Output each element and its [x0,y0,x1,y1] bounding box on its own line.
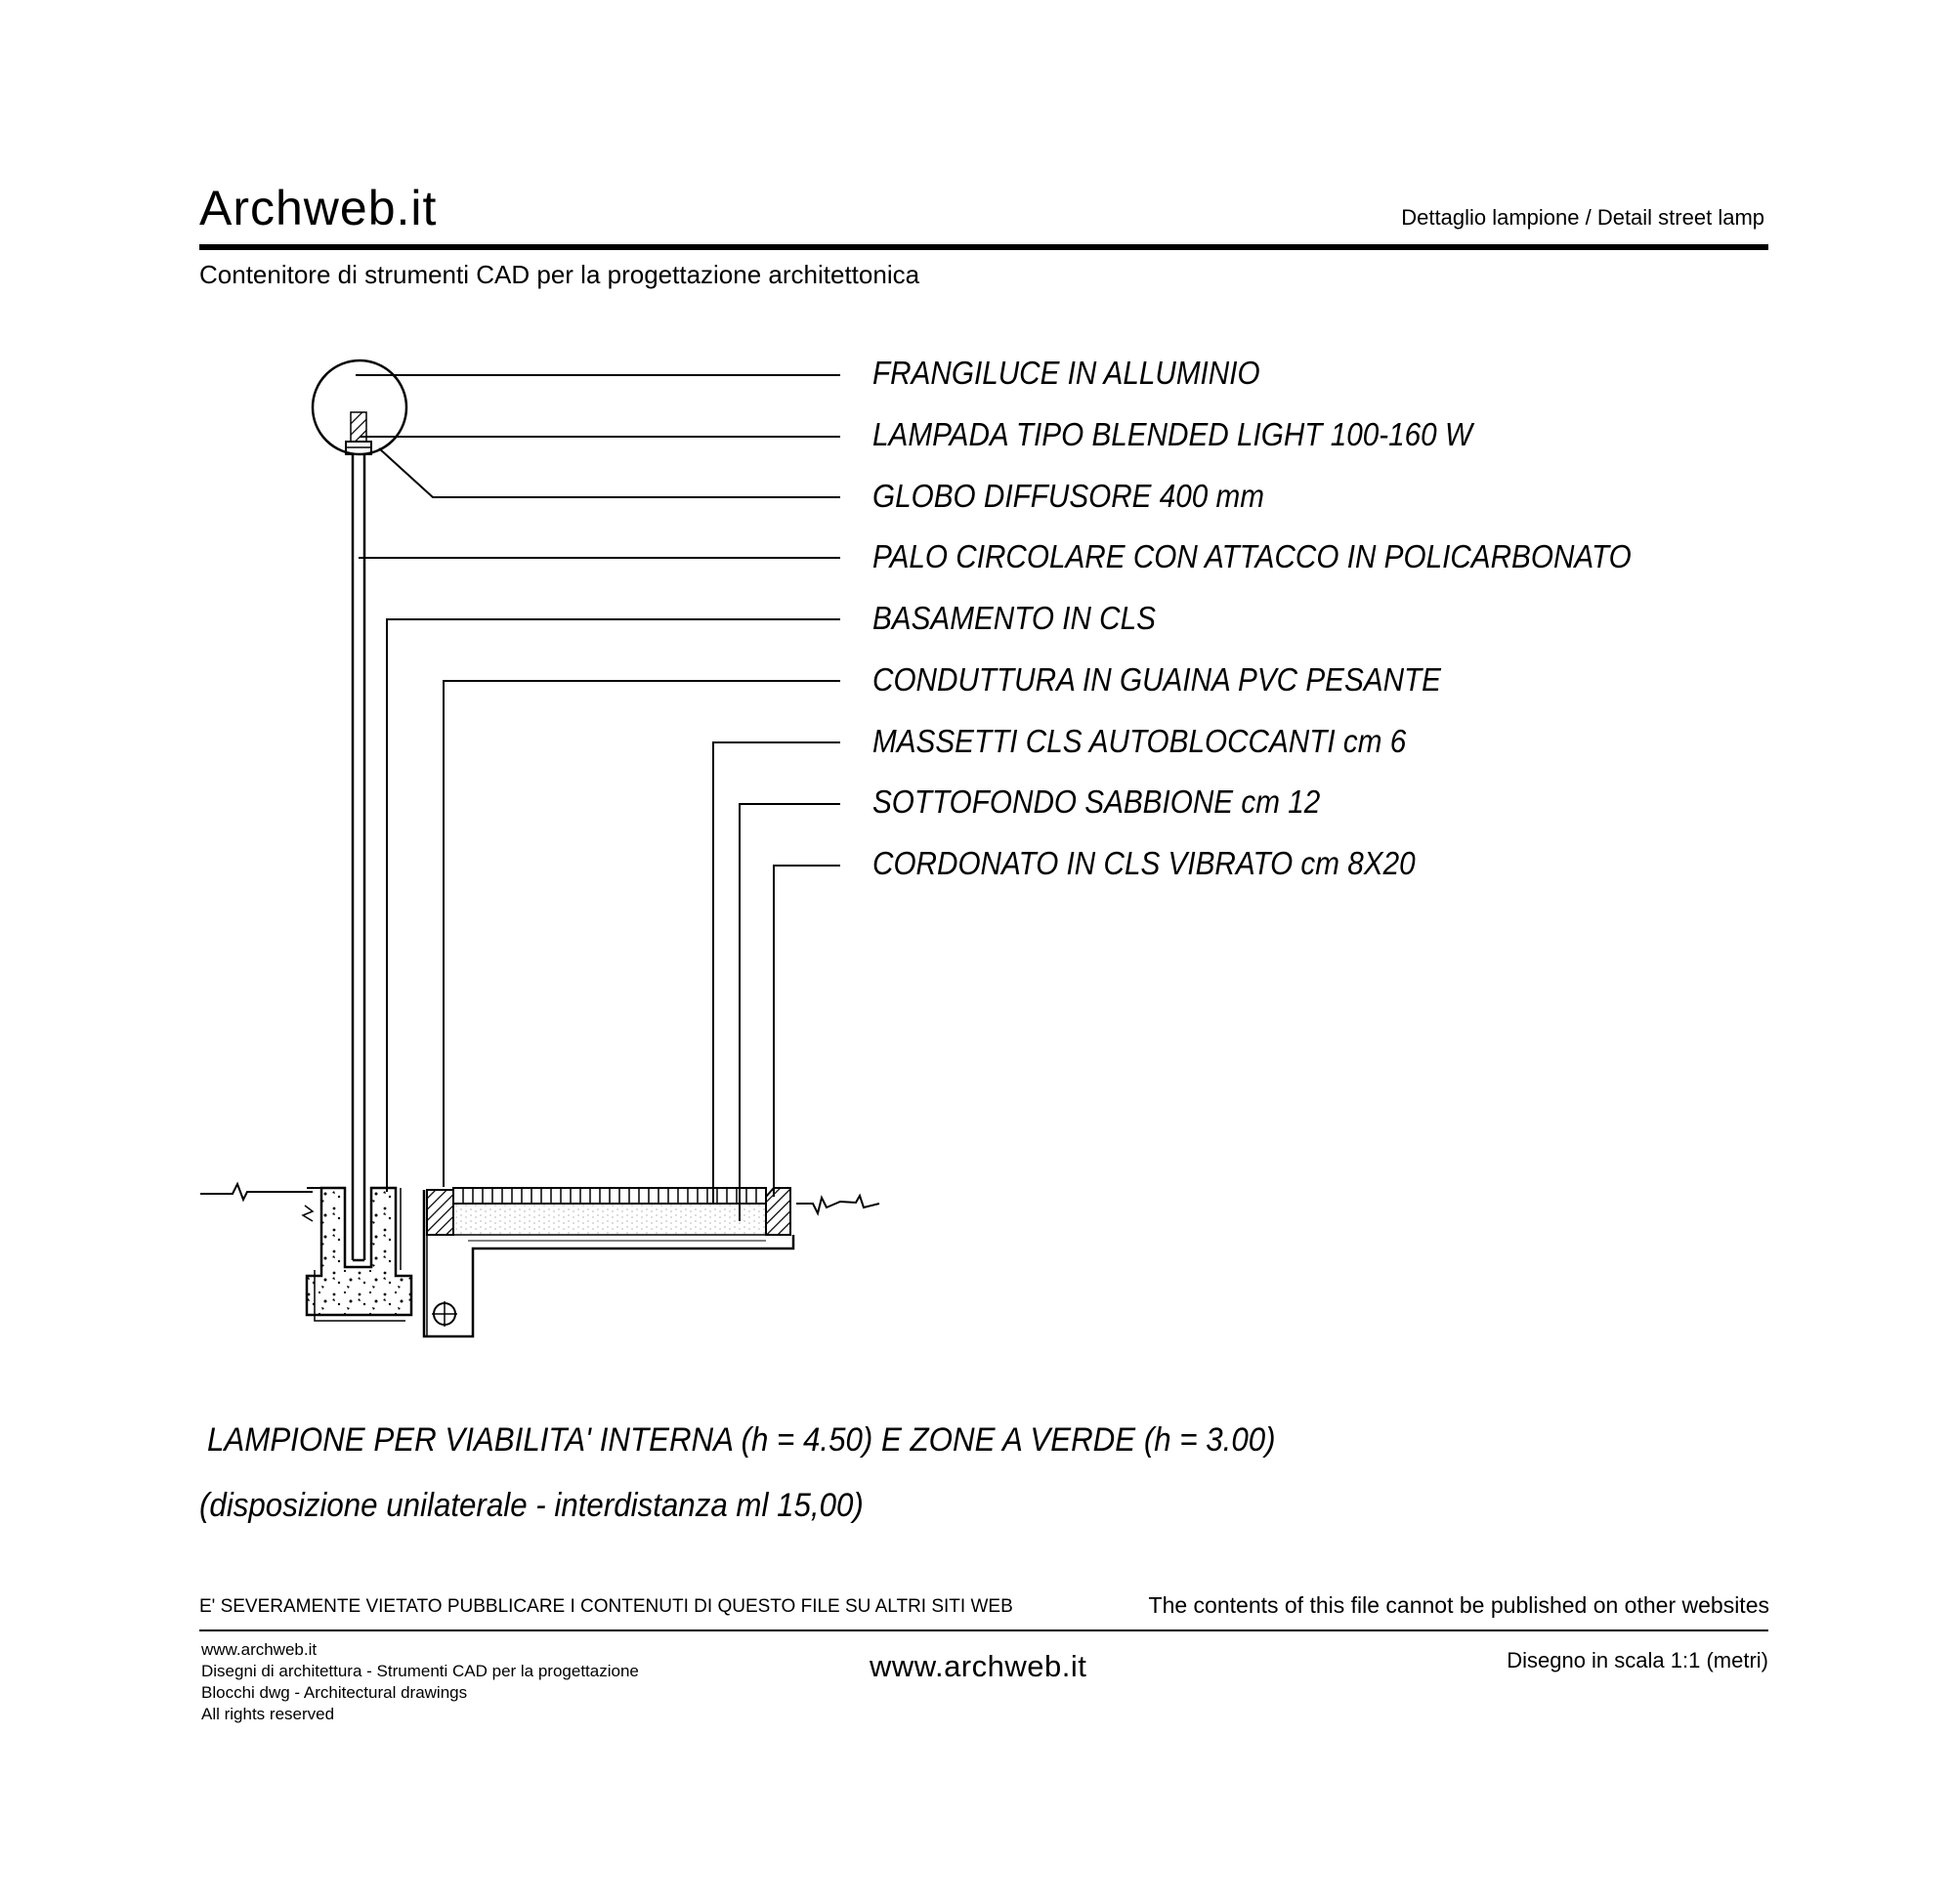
callout-cordonato: CORDONATO IN CLS VIBRATO cm 8X20 [872,845,1416,881]
callout-conduttura: CONDUTTURA IN GUAINA PVC PESANTE [872,661,1441,698]
kerb-left [427,1190,453,1235]
caption-sub: (disposizione unilaterale - interdistanza ml 15,00) [199,1487,864,1524]
footer-blocks: Blocchi dwg - Architectural drawings [201,1683,468,1702]
footer-rule [199,1629,1768,1631]
ground-line-right [796,1196,879,1213]
kerb-right [766,1188,790,1235]
callout-frangiluce: FRANGILUCE IN ALLUMINIO [872,355,1260,391]
drawing-title: Dettaglio lampione / Detail street lamp [1401,205,1764,230]
callout-globo: GLOBO DIFFUSORE 400 mm [872,478,1265,514]
footer-center-url[interactable]: www.archweb.it [870,1649,1087,1683]
ground-line-left [200,1184,313,1200]
footer-website[interactable]: www.archweb.it [201,1640,318,1659]
callout-lampada: LAMPADA TIPO BLENDED LIGHT 100-160 W [872,416,1472,452]
sand-bedding [453,1204,766,1235]
callout-massetti: MASSETTI CLS AUTOBLOCCANTI cm 6 [872,723,1407,759]
copyright-notice-english: The contents of this file cannot be published on other websites [1148,1592,1769,1618]
footer-rights: All rights reserved [201,1705,335,1723]
footer-description: Disegni di architettura - Strumenti CAD per la progettazione [201,1662,639,1680]
callout-sottofondo: SOTTOFONDO SABBIONE cm 12 [872,783,1321,820]
brand-logo-text: Archweb.it [199,181,438,235]
footer-scale: Disegno in scala 1:1 (metri) [1507,1648,1768,1672]
callout-basamento: BASAMENTO IN CLS [872,600,1156,636]
caption-main: LAMPIONE PER VIABILITA' INTERNA (h = 4.50) E ZONE A VERDE (h = 3.00) [207,1421,1276,1459]
callout-palo: PALO CIRCOLARE CON ATTACCO IN POLICARBONATO [872,538,1632,574]
copyright-notice-italian: E' SEVERAMENTE VIETATO PUBBLICARE I CONTENUTI DI QUESTO FILE SU ALTRI SITI WEB [199,1596,1013,1617]
concrete-base [307,1188,411,1315]
header-subtitle: Contenitore di strumenti CAD per la progettazione architettonica [199,260,920,289]
